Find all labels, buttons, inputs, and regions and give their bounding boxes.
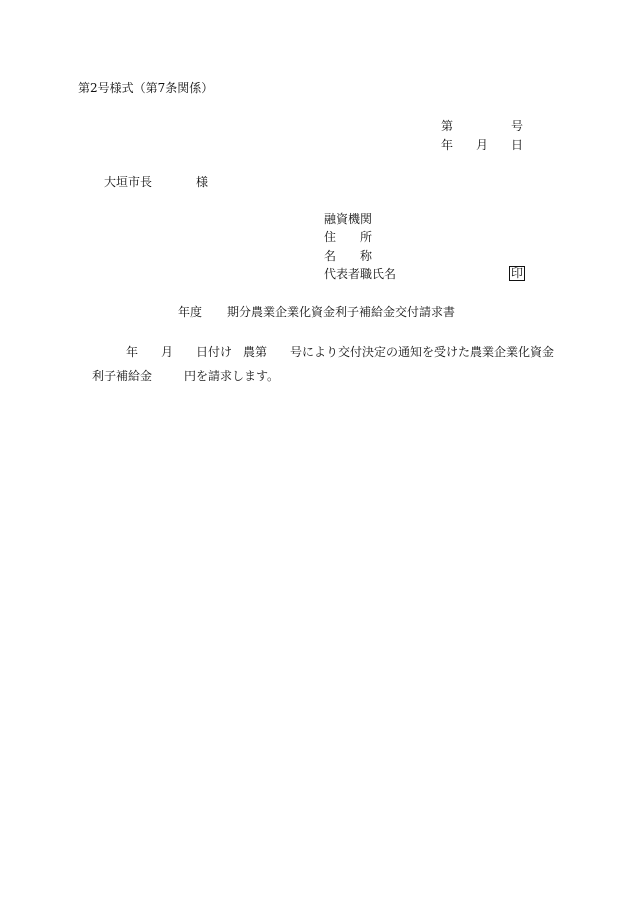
date-year: 年 <box>441 138 454 152</box>
representative-label: 代表者職氏名 <box>324 267 397 281</box>
addressee-title: 大垣市長 <box>104 175 153 189</box>
doc-number-prefix: 第 <box>441 119 454 133</box>
body-clause: 号により交付決定の通知を受けた農業企業化資金 <box>290 345 555 359</box>
addressee-honorific: 様 <box>196 175 209 189</box>
address-label: 住 所 <box>324 230 373 244</box>
seal-mark: 印 <box>511 266 524 280</box>
body-line2-end: 円を請求します。 <box>184 369 280 383</box>
name-label: 名 称 <box>324 249 373 263</box>
doc-number-suffix: 号 <box>511 119 524 133</box>
title-year-part: 年度 <box>178 305 203 319</box>
document-title: 期分農業企業化資金利子補給金交付請求書 <box>227 305 456 319</box>
form-label: 第2号様式（第7条関係） <box>78 81 214 95</box>
body-year: 年 <box>126 345 139 359</box>
body-month: 月 <box>161 345 174 359</box>
date-day: 日 <box>511 138 524 152</box>
body-line2-start: 利子補給金 <box>92 369 153 383</box>
body-dated: 日付け <box>196 345 233 359</box>
institution-label: 融資機関 <box>324 212 373 226</box>
body-agri-no: 農第 <box>243 345 268 359</box>
date-month: 月 <box>476 138 489 152</box>
